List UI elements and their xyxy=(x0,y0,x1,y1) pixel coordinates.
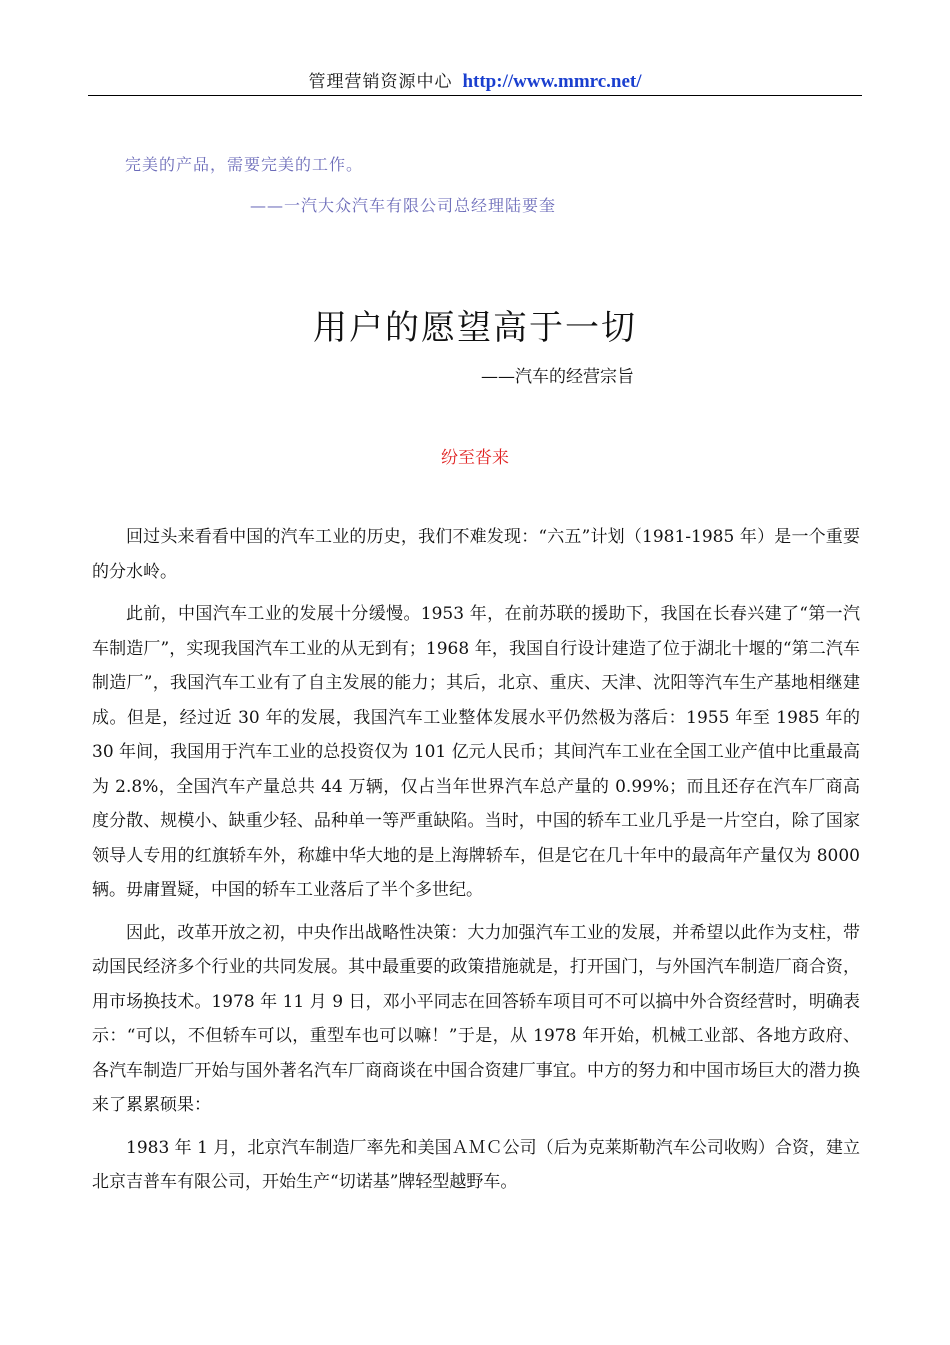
paragraph-2: 此前，中国汽车工业的发展十分缓慢。1953 年，在前苏联的援助下，我国在长春兴建了“第一汽车制造厂”，实现我国汽车工业的从无到有；1968 年，我国自行设计建造了位于湖北十堰的“第二汽车制造厂”，我国汽车工业有了自主发展的能力；其后，北京、重庆、天津、沈阳等汽车生产基地相继建成。但是，经过近 30 年的发展，我国汽车工业整体发展水平仍然极为落后：1955 年至 1985 年的 30 年间，我国用于汽车工业的总投资仅为 101 亿元人民币；其间汽车工业在全国工业产值中比重最高为 2.8%，全国汽车产量总共 44 万辆，仅占当年世界汽车总产量的 0.99%；而且还存在汽车厂商高度分散、规模小、缺重少轻、品种单一等严重缺陷。当时，中国的轿车工业几乎是一片空白，除了国家领导人专用的红旗轿车外，称雄中华大地的是上海牌轿车，但是它在几十年中的最高年产量仅为 8000 辆。毋庸置疑，中国的轿车工业落后了半个多世纪。 xyxy=(92,604,860,900)
header-divider xyxy=(88,95,862,96)
paragraph-1: 回过头来看看中国的汽车工业的历史，我们不难发现：“六五”计划（1981-1985 年）是一个重要的分水岭。 xyxy=(92,527,860,582)
article-byline: 纷至沓来 xyxy=(441,448,509,468)
article-subtitle: ——汽车的经营宗旨 xyxy=(481,367,634,387)
article-title: 用户的愿望高于一切 xyxy=(313,308,637,348)
article-body xyxy=(92,520,860,1208)
site-url-link[interactable]: http://www.mmrc.net/ xyxy=(462,71,642,92)
site-name: 管理营销资源中心 xyxy=(308,72,453,92)
paragraph-3: 因此，改革开放之初，中央作出战略性决策：大力加强汽车工业的发展，并希望以此作为支柱，带动国民经济多个行业的共同发展。其中最重要的政策措施就是，打开国门，与外国汽车制造厂商合资，用市场换技术。1978 年 11 月 9 日，邓小平同志在回答轿车项目可不可以搞中外合资经营时，明确表示：“可以，不但轿车可以，重型车也可以嘛！”于是，从 1978 年开始，机械工业部、各地方政府、各汽车制造厂开始与国外著名汽车厂商商谈在中国合资建厂事宜。中方的努力和中国市场巨大的潜力换来了累累硕果： xyxy=(92,922,860,1115)
epigraph-author: ——一汽大众汽车有限公司总经理陆要奎 xyxy=(250,196,557,215)
paragraph-4: 1983 年 1 月，北京汽车制造厂率先和美国ＡＭＣ公司（后为克莱斯勒汽车公司收购）合资，建立北京吉普车有限公司，开始生产“切诺基”牌轻型越野车。 xyxy=(92,1137,860,1192)
epigraph-quote: 完美的产品，需要完美的工作。 xyxy=(125,155,364,174)
page-header xyxy=(88,68,862,96)
